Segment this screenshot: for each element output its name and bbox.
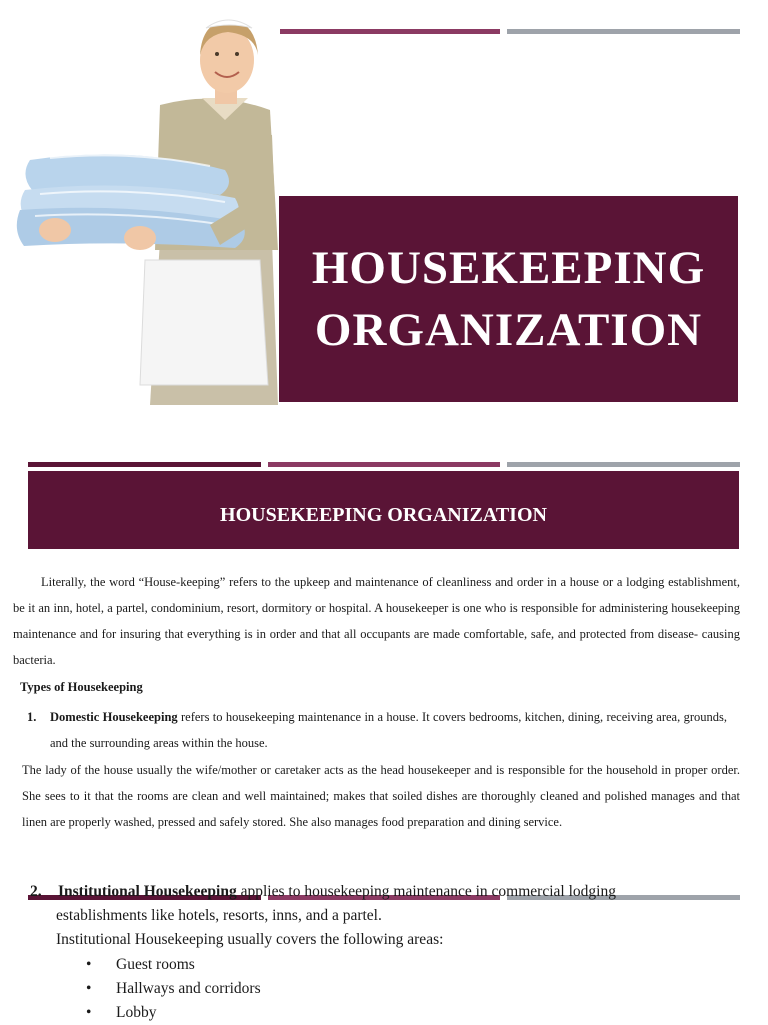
domestic-paragraph: The lady of the house usually the wife/mother or caretaker acts as the head housekeeper and is responsible for the household in proper order. She sees to it that the rooms are clean and well maintained; makes that soiled dishes are thoroughly cleaned and polished manages and that linen are properly washed, pressed and safely stored. She also manages food preparation and dining service.	[22, 763, 740, 829]
list-item-description: refers to housekeeping maintenance in a house. It covers bedrooms, kitchen, dining, receiving area, grounds, and the surrounding areas within the house.	[50, 710, 727, 750]
title-line-2: ORGANIZATION	[314, 304, 703, 356]
bullet-icon: •	[86, 980, 92, 997]
list-item-term-2: Institutional Housekeeping	[58, 883, 237, 900]
bullet-icon: •	[86, 956, 92, 973]
divider-bar-gray	[507, 462, 740, 467]
list-number: 1.	[27, 710, 37, 724]
title-line-1: HOUSEKEEPING	[311, 242, 706, 294]
divider-bar-mid	[268, 462, 500, 467]
top-accent-bar-mid	[279, 29, 500, 34]
list-item-text	[50, 704, 727, 756]
types-heading: Types of Housekeeping	[20, 680, 143, 694]
bullet-icon: •	[86, 1004, 92, 1021]
divider-bar-maroon	[28, 462, 261, 467]
list-item-term: Domestic Housekeeping	[50, 710, 178, 724]
top-accent-bar-gray	[507, 29, 740, 34]
list-item-institutional	[58, 880, 616, 904]
list-item-description-2: applies to housekeeping maintenance in commercial lodging	[236, 883, 616, 900]
area-item-lobby: Lobby	[116, 1004, 157, 1021]
list-item-continued: establishments like hotels, resorts, inns, and a partel.	[56, 907, 382, 924]
section-heading: HOUSEKEEPING ORGANIZATION	[220, 503, 547, 526]
list-item-domestic	[27, 704, 727, 756]
intro-paragraph: Literally, the word “House-keeping” refers to the upkeep and maintenance of cleanliness and order in a house or a lodging establishment, be it an inn, hotel, a partel, condominium, resort, dormitory or hospital. A housekeeper is one who is responsible for administering housekeeping maintenance and for insuring that everything is in order and that all occupants are made comfortable, safe, and protected from disease- causing bacteria.	[13, 575, 740, 667]
housekeeper-photo	[10, 10, 280, 405]
section-banner	[28, 471, 739, 549]
area-item-guest-rooms: Guest rooms	[116, 956, 195, 973]
institutional-intro: Institutional Housekeeping usually covers the following areas:	[56, 931, 444, 948]
title-box	[279, 196, 738, 402]
area-item-hallways: Hallways and corridors	[116, 980, 261, 997]
list-number-2: 2.	[30, 883, 42, 900]
